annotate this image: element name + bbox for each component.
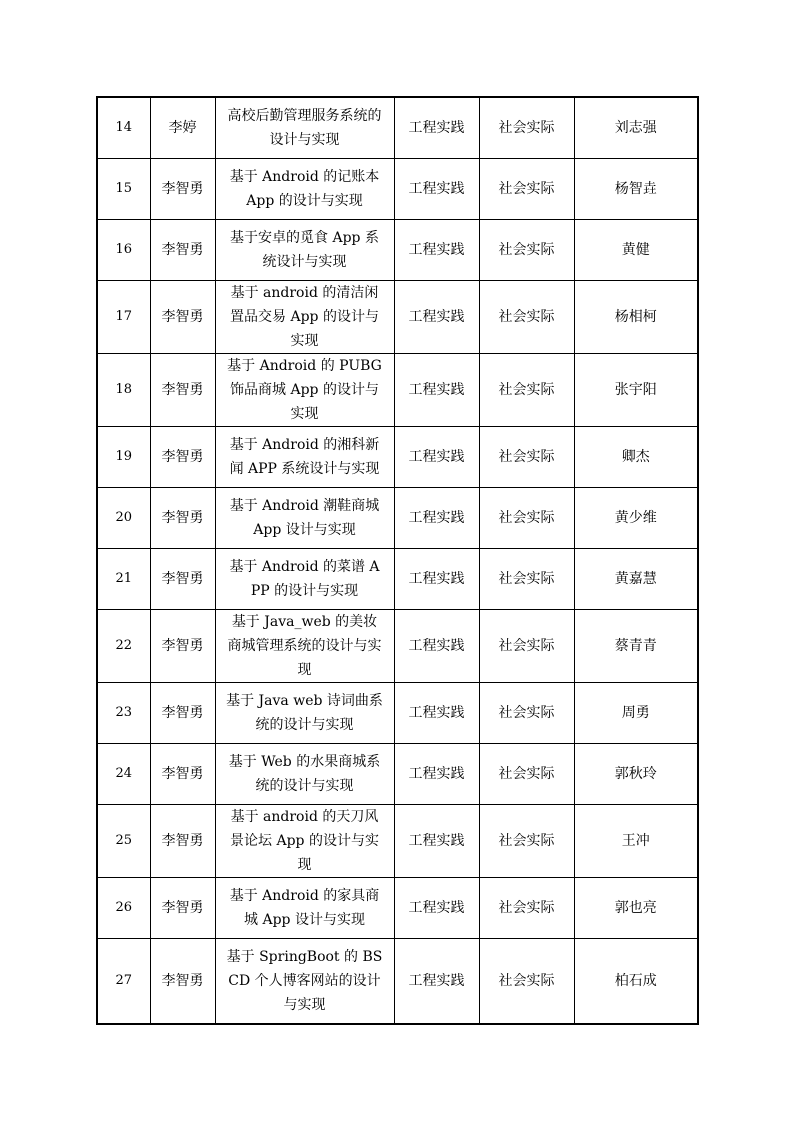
topic-type: 工程实践 (394, 220, 479, 281)
advisor-name: 李智勇 (150, 354, 215, 427)
student-name: 郭也亮 (574, 878, 698, 939)
table-row (97, 281, 698, 354)
table-row (97, 97, 698, 159)
advisor-name: 李智勇 (150, 939, 215, 1025)
topic-source: 社会实际 (479, 610, 574, 683)
table-row (97, 488, 698, 549)
table-row (97, 220, 698, 281)
table-row (97, 549, 698, 610)
topic-type: 工程实践 (394, 97, 479, 159)
topic-type: 工程实践 (394, 427, 479, 488)
table-row (97, 683, 698, 744)
table-row (97, 805, 698, 878)
topic-type: 工程实践 (394, 610, 479, 683)
topic-title: 基于 Android 的 PUBG 饰品商城 App 的设计与实现 (215, 354, 394, 427)
topic-table (96, 96, 699, 1025)
topic-type: 工程实践 (394, 159, 479, 220)
topic-title: 基于安卓的觅食 App 系统设计与实现 (215, 220, 394, 281)
topic-type: 工程实践 (394, 744, 479, 805)
advisor-name: 李智勇 (150, 744, 215, 805)
table-row (97, 744, 698, 805)
row-number: 25 (97, 805, 150, 878)
topic-title: 基于 Android 的记账本 App 的设计与实现 (215, 159, 394, 220)
topic-source: 社会实际 (479, 744, 574, 805)
topic-title: 基于 Java_web 的美妆商城管理系统的设计与实现 (215, 610, 394, 683)
advisor-name: 李智勇 (150, 805, 215, 878)
topic-type: 工程实践 (394, 805, 479, 878)
row-number: 17 (97, 281, 150, 354)
advisor-name: 李智勇 (150, 610, 215, 683)
advisor-name: 李智勇 (150, 159, 215, 220)
advisor-name: 李智勇 (150, 281, 215, 354)
advisor-name: 李智勇 (150, 488, 215, 549)
student-name: 周勇 (574, 683, 698, 744)
topic-title: 基于 Android 的家具商城 App 设计与实现 (215, 878, 394, 939)
student-name: 杨相柯 (574, 281, 698, 354)
table-row (97, 939, 698, 1025)
topic-type: 工程实践 (394, 354, 479, 427)
topic-type: 工程实践 (394, 281, 479, 354)
topic-type: 工程实践 (394, 939, 479, 1025)
student-name: 张宇阳 (574, 354, 698, 427)
student-name: 黄嘉慧 (574, 549, 698, 610)
advisor-name: 李智勇 (150, 683, 215, 744)
student-name: 黄健 (574, 220, 698, 281)
topic-source: 社会实际 (479, 281, 574, 354)
row-number: 23 (97, 683, 150, 744)
row-number: 27 (97, 939, 150, 1025)
row-number: 20 (97, 488, 150, 549)
row-number: 18 (97, 354, 150, 427)
topic-source: 社会实际 (479, 354, 574, 427)
topic-source: 社会实际 (479, 427, 574, 488)
topic-title: 基于 Android 的湘科新闻 APP 系统设计与实现 (215, 427, 394, 488)
topic-title: 基于 Web 的水果商城系统的设计与实现 (215, 744, 394, 805)
advisor-name: 李智勇 (150, 549, 215, 610)
row-number: 22 (97, 610, 150, 683)
student-name: 蔡青青 (574, 610, 698, 683)
table-row (97, 610, 698, 683)
topic-type: 工程实践 (394, 683, 479, 744)
topic-title: 基于 Java web 诗词曲系统的设计与实现 (215, 683, 394, 744)
topic-source: 社会实际 (479, 97, 574, 159)
student-name: 郭秋玲 (574, 744, 698, 805)
table-row (97, 159, 698, 220)
student-name: 黄少维 (574, 488, 698, 549)
topic-source: 社会实际 (479, 549, 574, 610)
topic-title: 基于 android 的天刀风景论坛 App 的设计与实现 (215, 805, 394, 878)
topic-title: 高校后勤管理服务系统的设计与实现 (215, 97, 394, 159)
advisor-name: 李婷 (150, 97, 215, 159)
topic-type: 工程实践 (394, 549, 479, 610)
student-name: 刘志强 (574, 97, 698, 159)
topic-type: 工程实践 (394, 878, 479, 939)
row-number: 19 (97, 427, 150, 488)
topic-type: 工程实践 (394, 488, 479, 549)
student-name: 柏石成 (574, 939, 698, 1025)
topic-source: 社会实际 (479, 220, 574, 281)
row-number: 26 (97, 878, 150, 939)
topic-source: 社会实际 (479, 878, 574, 939)
table-row (97, 354, 698, 427)
student-name: 卿杰 (574, 427, 698, 488)
table-row (97, 878, 698, 939)
student-name: 杨智垚 (574, 159, 698, 220)
row-number: 21 (97, 549, 150, 610)
advisor-name: 李智勇 (150, 220, 215, 281)
topic-source: 社会实际 (479, 683, 574, 744)
topic-title: 基于 Android 潮鞋商城 App 设计与实现 (215, 488, 394, 549)
table-row (97, 427, 698, 488)
row-number: 14 (97, 97, 150, 159)
topic-title: 基于 android 的清洁闲置品交易 App 的设计与实现 (215, 281, 394, 354)
topic-title: 基于 Android 的菜谱 APP 的设计与实现 (215, 549, 394, 610)
advisor-name: 李智勇 (150, 878, 215, 939)
topic-source: 社会实际 (479, 805, 574, 878)
topic-source: 社会实际 (479, 939, 574, 1025)
row-number: 16 (97, 220, 150, 281)
student-name: 王冲 (574, 805, 698, 878)
topic-source: 社会实际 (479, 488, 574, 549)
row-number: 24 (97, 744, 150, 805)
topic-source: 社会实际 (479, 159, 574, 220)
advisor-name: 李智勇 (150, 427, 215, 488)
topic-title: 基于 SpringBoot 的 BSCD 个人博客网站的设计与实现 (215, 939, 394, 1025)
row-number: 15 (97, 159, 150, 220)
